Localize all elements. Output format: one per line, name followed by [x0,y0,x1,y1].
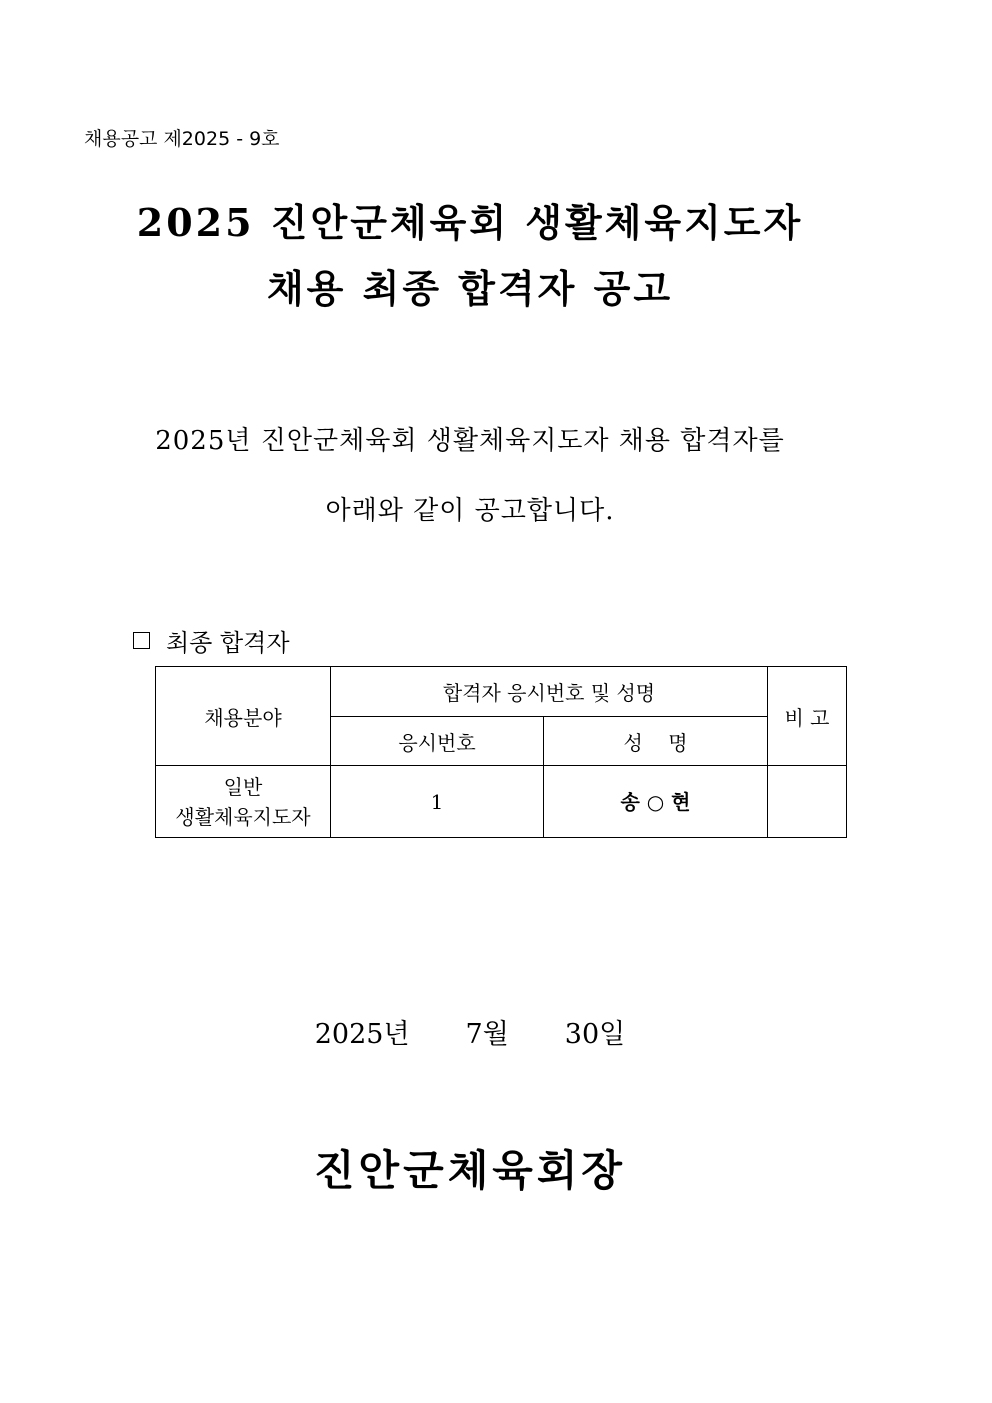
header-remarks-cell: 비 고 [768,667,847,766]
header-number-cell: 응시번호 [331,717,544,766]
header-name-label: 성 명 [623,730,688,755]
number-cell: 1 [331,766,544,838]
section-heading [133,623,290,658]
date-year: 2025년 [314,1019,410,1050]
issuer-signature: 진안군체육회장 [313,1146,626,1195]
title-line-1: 2025 진안군체육회 생활체육지도자 [136,200,804,245]
notice-number: 채용공고 제2025 - 9호 [84,128,280,150]
result-table [155,666,847,838]
title-line-2: 채용 최종 합격자 공고 [266,266,674,311]
body-text-line-1: 2025년 진안군체육회 생활체육지도자 채용 합격자를 [155,426,785,456]
field-line-1: 일반 [223,774,263,799]
date-month: 7월 [465,1019,509,1050]
table-header-row [156,667,847,717]
body-text-line-2: 아래와 같이 공고합니다. [325,496,615,526]
field-cell [156,766,331,838]
header-name-cell [544,717,768,766]
header-group-cell: 합격자 응시번호 및 성명 [331,667,768,717]
date-line [0,1012,940,1051]
table-row [156,766,847,838]
remarks-cell [768,766,847,838]
name-cell: 송 ○ 현 [544,766,768,838]
square-bullet-icon [133,632,150,649]
date-day: 30일 [564,1019,626,1050]
field-line-2: 생활체육지도자 [175,804,311,829]
section-heading-label: 최종 합격자 [166,629,290,657]
header-field-cell: 채용분야 [156,667,331,766]
